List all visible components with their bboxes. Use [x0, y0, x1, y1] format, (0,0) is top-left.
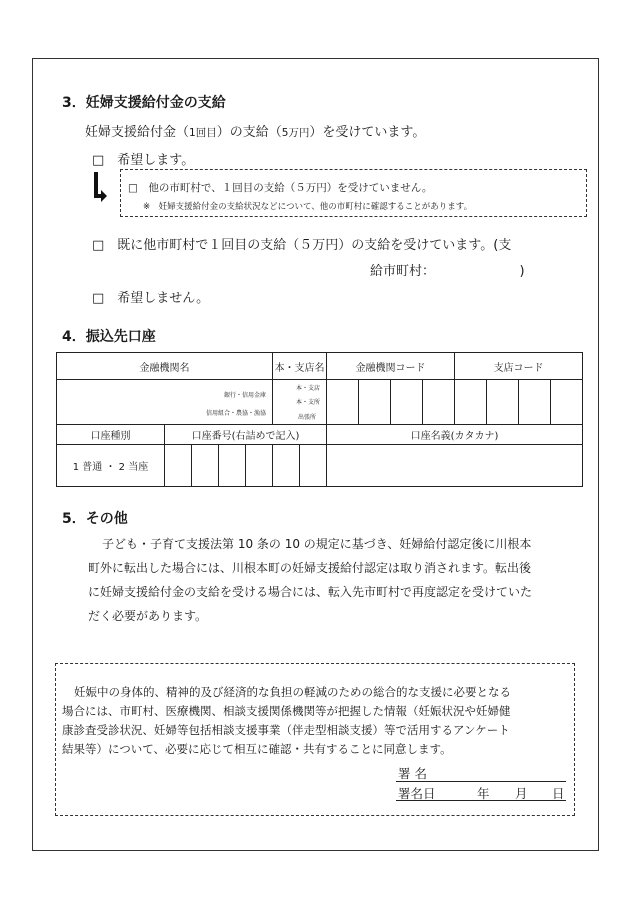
bank-code-digit[interactable]	[359, 380, 391, 425]
bank-name-field[interactable]	[57, 380, 273, 425]
option-other-municipality: 給市町村： )	[370, 264, 525, 279]
account-holder-field[interactable]	[327, 445, 583, 487]
sub-check-checkbox[interactable]: □ 他の市町村で、１回目の支給（５万円）を受けていません。	[128, 182, 433, 194]
bank-code-digit[interactable]	[391, 380, 423, 425]
account-number-digit[interactable]	[219, 445, 246, 487]
option-nowish-checkbox[interactable]: □ 希望しません。	[92, 291, 210, 306]
day-label: 日	[552, 786, 565, 801]
date-line[interactable]	[396, 800, 566, 801]
branch-suffix-2: 本・支所	[296, 398, 321, 406]
branch-code-digit[interactable]	[487, 380, 519, 425]
bank-code-digit[interactable]	[327, 380, 359, 425]
header-branch-name: 本・支店名	[273, 353, 327, 380]
lead-text-d: 5万円	[281, 127, 310, 139]
consent-line: 妊娠中の身体的、精神的及び経済的な負担の軽減のための総合的な支援に必要となる	[74, 685, 511, 699]
header-account-number: 口座番号(右詰めで記入)	[165, 425, 327, 445]
branch-code-digit[interactable]	[519, 380, 551, 425]
header-bank-code: 金融機関コード	[327, 353, 455, 380]
consent-line: 結果等）について、必要に応じて相互に確認・共有することに同意します。	[62, 742, 452, 756]
option-wish-checkbox[interactable]: □ 希望します。	[92, 153, 195, 168]
lead-text-c: ）の支給（	[216, 125, 282, 140]
bank-suffix-2: 信用組合・農協・漁協	[206, 409, 267, 417]
branch-suffix-1: 本・支店	[296, 384, 321, 392]
month-label: 月	[515, 786, 528, 801]
section4-title: 4．振込先口座	[62, 329, 156, 345]
lead-text-b: 1回目	[189, 127, 217, 139]
signature-label: 署 名	[398, 766, 427, 781]
section3-title: 3．妊婦支援給付金の支給	[62, 95, 226, 111]
account-number-digit[interactable]	[300, 445, 327, 487]
branch-name-field[interactable]	[273, 380, 327, 425]
account-number-digit[interactable]	[165, 445, 192, 487]
section5-line: に妊婦支援給付金の支給を受ける場合には、転入先市町村で再度認定を受けていた	[88, 585, 533, 599]
lead-text-a: 妊婦支援給付金（	[85, 125, 190, 140]
bank-code-digit[interactable]	[423, 380, 455, 425]
account-number-digit[interactable]	[273, 445, 300, 487]
header-bank-name: 金融機関名	[57, 353, 273, 380]
header-account-type: 口座種別	[57, 425, 165, 445]
section5-line: だく必要があります。	[88, 609, 208, 623]
header-account-holder: 口座名義(カタカナ)	[327, 425, 583, 445]
signature-line[interactable]	[396, 781, 566, 782]
section5-line: 子ども・子育て支援法第 10 条の 10 の規定に基づき、妊婦給付認定後に川根本	[102, 537, 532, 551]
account-number-digit[interactable]	[246, 445, 273, 487]
down-right-arrow-icon	[92, 172, 108, 202]
bank-suffix-1: 銀行・信用金庫	[224, 391, 267, 399]
branch-code-digit[interactable]	[455, 380, 487, 425]
consent-line: 康診査受診状況、妊婦等包括相談支援事業（伴走型相談支援）等で活用するアンケート	[62, 723, 510, 737]
branch-code-digit[interactable]	[551, 380, 583, 425]
section3-lead	[85, 121, 425, 140]
consent-line: 場合には、市町村、医療機関、相談支援関係機関等が把握した情報（妊娠状況や妊婦健	[62, 704, 511, 718]
bank-account-table	[56, 352, 583, 487]
option-other-checkbox[interactable]: □ 既に他市町村で１回目の支給（５万円）の支給を受けています。(支	[92, 238, 512, 253]
section5-body	[88, 532, 578, 628]
lead-text-e: ）を受けています。	[309, 125, 426, 140]
account-number-digit[interactable]	[192, 445, 219, 487]
section5-title: 5．その他	[62, 511, 128, 527]
year-label: 年	[477, 786, 490, 801]
section5-line: 町外に転出した場合には、川根本町の妊婦支援給付認定は取り消されます。転出後	[88, 561, 532, 575]
sign-date-label: 署名日	[398, 786, 436, 801]
consent-text	[62, 683, 576, 759]
sub-note: ※ 妊婦支援給付金の支給状況などについて、他の市町村に確認することがあります。	[143, 202, 473, 212]
account-type-field[interactable]: 1 普通 ・ 2 当座	[57, 445, 165, 487]
header-branch-code: 支店コード	[455, 353, 583, 380]
branch-suffix-3: 出張所	[298, 413, 317, 421]
